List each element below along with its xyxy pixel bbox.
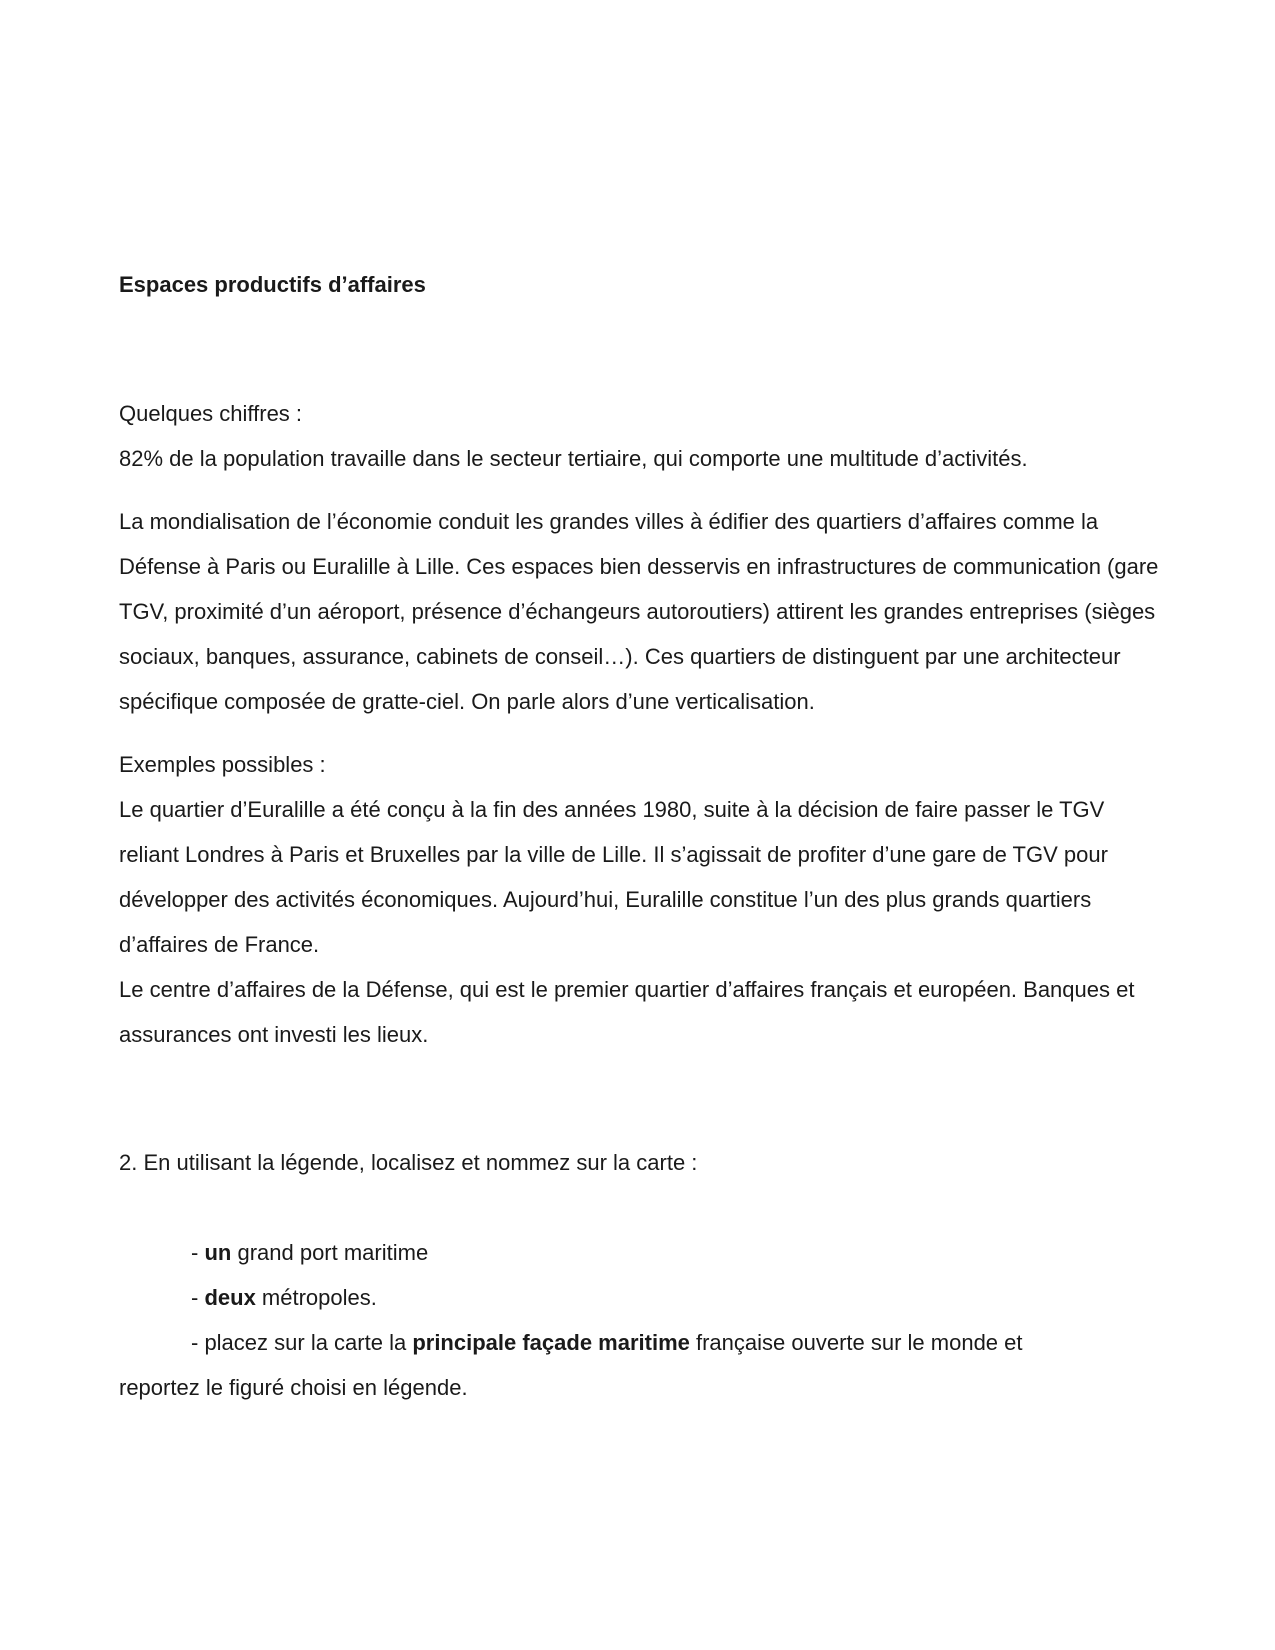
list-item: [119, 1230, 1159, 1275]
list-item-prefix: -: [191, 1240, 205, 1265]
list-item-prefix: - placez sur la carte la: [191, 1330, 413, 1355]
list-item: [119, 1275, 1159, 1320]
example-defense: Le centre d’affaires de la Défense, qui est le premier quartier d’affaires français et européen. Banques et assurances ont investi les lieux.: [119, 977, 1135, 1047]
figures-text: 82% de la population travaille dans le secteur tertiaire, qui comporte une multitude d’activités.: [119, 446, 1028, 471]
document-body: [119, 262, 1159, 1410]
list-item-text: grand port maritime: [231, 1240, 429, 1265]
figures-label: Quelques chiffres :: [119, 401, 303, 426]
spacer: [119, 724, 1159, 742]
list-item-text: française ouverte sur le monde et: [689, 1330, 1023, 1355]
list-item-emphasis: un: [204, 1240, 232, 1265]
list-item-continuation: reportez le figuré choisi en légende.: [119, 1375, 468, 1400]
document-title: Espaces productifs d’affaires: [119, 272, 426, 297]
list-item-text: métropoles.: [255, 1285, 377, 1310]
question-text: 2. En utilisant la légende, localisez et nommez sur la carte :: [119, 1150, 698, 1175]
spacer: [119, 1057, 1159, 1140]
spacer: [119, 307, 1159, 391]
spacer: [119, 481, 1159, 499]
examples-label: Exemples possibles :: [119, 752, 326, 777]
main-paragraph: La mondialisation de l’économie conduit les grandes villes à édifier des quartiers d’affaires comme la Défense à Paris ou Euralille à Lille. Ces espaces bien desservis en infrastructures de communication (gare TGV, proximité d’un aéroport, présence d’échangeurs autoroutiers) attirent les grandes entreprises (sièges sociaux, banques, assurance, cabinets de conseil…). Ces quartiers de distinguent par une architecteur spécifique composée de gratte-ciel. On parle alors d’une verticalisation.: [119, 509, 1159, 714]
list-item: [119, 1320, 1159, 1365]
list-item-emphasis: principale façade maritime: [412, 1330, 690, 1355]
list-item-emphasis: deux: [204, 1285, 256, 1310]
spacer: [119, 1185, 1159, 1230]
example-euralille: Le quartier d’Euralille a été conçu à la fin des années 1980, suite à la décision de faire passer le TGV reliant Londres à Paris et Bruxelles par la ville de Lille. Il s’agissait de profiter d’une gare de TGV pour développer des activités économiques. Aujourd’hui, Euralille constitue l’un des plus grands quartiers d’affaires de France.: [119, 797, 1108, 957]
list-item-prefix: -: [191, 1285, 205, 1310]
